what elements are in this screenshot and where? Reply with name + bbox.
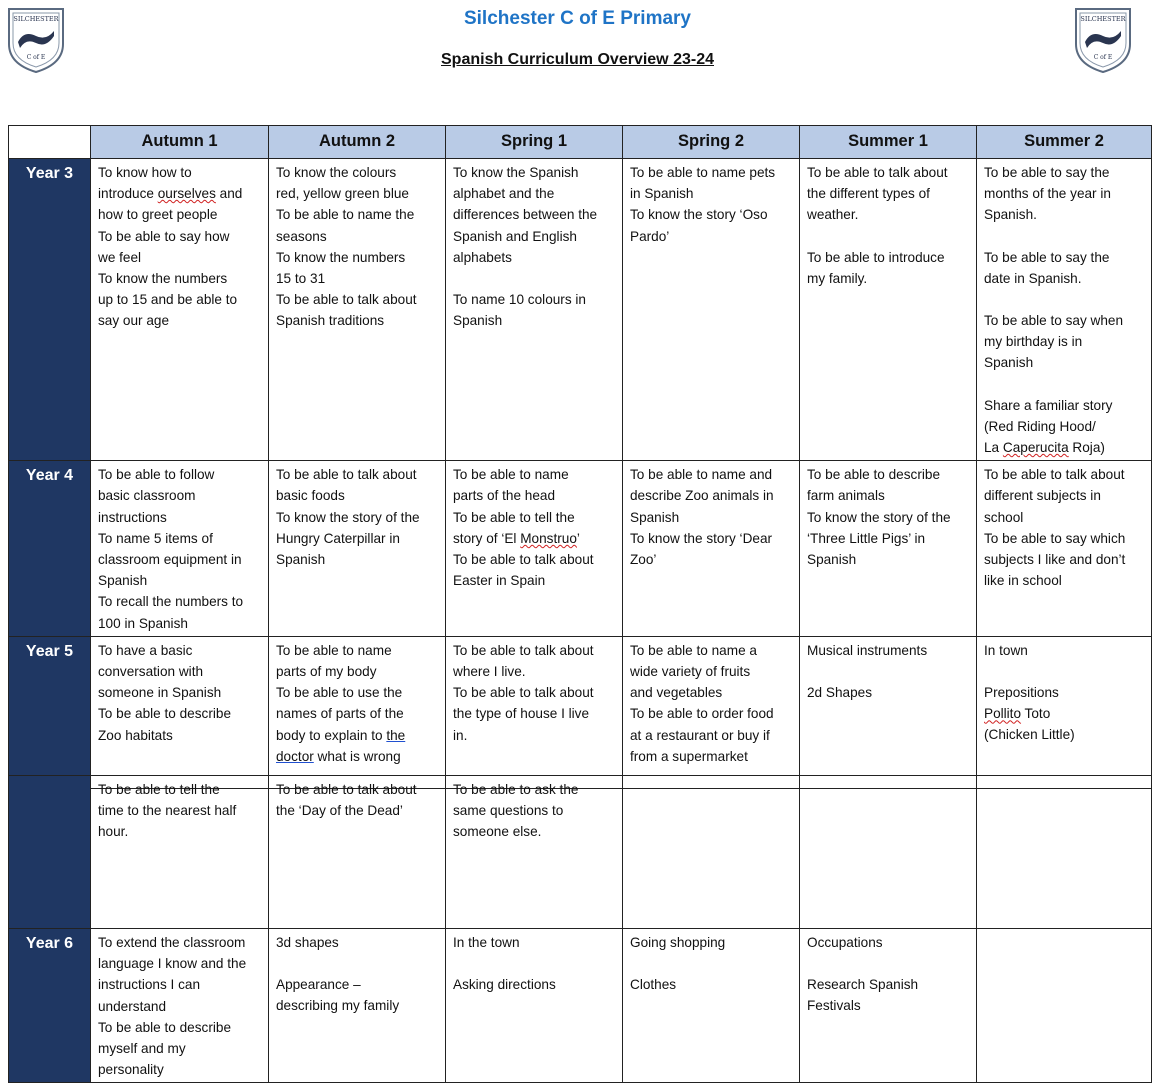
cell-line: Zoo’ <box>630 552 657 568</box>
cell-line: in Spanish <box>630 186 694 202</box>
cell-line: Spanish and English <box>453 228 577 244</box>
cell-line: Spanish <box>807 552 857 568</box>
cell-line: To be able to describe <box>98 1019 232 1035</box>
cell-line: instructions <box>98 509 167 525</box>
cell-line: like in school <box>984 573 1062 589</box>
cell-line: Spanish <box>98 573 148 589</box>
page-title: Silchester C of E Primary <box>463 8 692 29</box>
cell-line: In town <box>984 642 1028 658</box>
cell-spacer <box>453 268 616 289</box>
cell-line: Prepositions <box>984 685 1059 701</box>
cell-line: Clothes <box>630 977 677 993</box>
cell-line: To be able to talk about <box>453 642 594 658</box>
table-row <box>9 461 1152 637</box>
cell-line: Spanish <box>984 355 1034 371</box>
cell-spacer <box>984 374 1145 395</box>
cell-line: Pollito Toto <box>984 706 1051 722</box>
corner-cell <box>9 126 91 159</box>
cell-line: where I live. <box>453 664 526 680</box>
curriculum-cell <box>91 776 269 929</box>
cell-line: Spanish <box>453 313 503 329</box>
cell-line: Spanish <box>630 509 680 525</box>
curriculum-cell <box>623 159 800 461</box>
cell-line: To know how to <box>98 165 192 180</box>
column-header: Summer 1 <box>800 126 977 159</box>
cell-line: To be able to tell the <box>453 509 575 525</box>
cell-spacer <box>276 953 439 974</box>
cell-line: To know the numbers <box>276 249 406 265</box>
cell-line: someone in Spanish <box>98 685 222 701</box>
cell-spacer <box>453 953 616 974</box>
cell-line: To be able to say when <box>984 313 1124 329</box>
cell-line: Zoo habitats <box>98 727 173 743</box>
curriculum-cell <box>977 636 1152 788</box>
year-label <box>9 776 91 929</box>
cell-line: Research Spanish <box>807 977 919 993</box>
curriculum-cell <box>977 159 1152 461</box>
cell-line: instructions I can <box>98 977 200 993</box>
cell-spacer <box>984 661 1145 682</box>
cell-line: To know the colours <box>276 165 397 180</box>
cell-line: To be able to say the <box>984 249 1110 265</box>
cell-line: conversation with <box>98 664 204 680</box>
cell-line: To name 10 colours in <box>453 292 586 308</box>
cell-line: parts of the head <box>453 488 556 504</box>
cell-line: Easter in Spain <box>453 573 546 589</box>
cell-line: describing my family <box>276 998 400 1014</box>
svg-text:SILCHESTER: SILCHESTER <box>1080 15 1126 23</box>
column-header: Summer 2 <box>977 126 1152 159</box>
cell-line: To be able to talk about <box>276 292 417 308</box>
cell-line: parts of my body <box>276 664 377 680</box>
cell-line: To be able to describe <box>98 706 232 722</box>
cell-line: To be able to name the <box>276 207 415 223</box>
column-header: Spring 1 <box>446 126 623 159</box>
curriculum-table <box>8 125 1152 789</box>
table-row <box>9 776 1152 929</box>
column-header: Autumn 1 <box>91 126 269 159</box>
curriculum-cell <box>800 636 977 788</box>
cell-line: To be able to name <box>276 642 392 658</box>
cell-line: (Chicken Little) <box>984 727 1075 743</box>
cell-line: To be able to use the <box>276 685 403 701</box>
cell-line: La Caperucita Roja) <box>984 440 1105 456</box>
cell-line: Spanish. <box>984 207 1037 223</box>
cell-line: To be able to name <box>453 467 569 483</box>
cell-line: To be able to talk about <box>276 782 417 797</box>
curriculum-cell <box>269 159 446 461</box>
curriculum-cell <box>800 159 977 461</box>
cell-line: To be able to say which <box>984 530 1126 546</box>
cell-line: introduce ourselves and <box>98 186 243 202</box>
cell-line: classroom equipment in <box>98 552 242 568</box>
cell-line: To be able to talk about <box>453 552 594 568</box>
subtitle-text: Spanish Curriculum Overview 23-24 <box>441 51 714 68</box>
cell-line: red, yellow green blue <box>276 186 409 202</box>
cell-line: To be able to name pets <box>630 165 776 180</box>
cell-line: To be able to talk about <box>276 467 417 483</box>
cell-line: 2d Shapes <box>807 685 873 701</box>
cell-line: To know the story of the <box>276 509 420 525</box>
cell-line: Spanish traditions <box>276 313 385 329</box>
cell-line: and vegetables <box>630 685 723 701</box>
cell-line: same questions to <box>453 803 564 819</box>
cell-line: Share a familiar story <box>984 397 1113 413</box>
cell-line: myself and my <box>98 1041 186 1057</box>
curriculum-cell <box>446 636 623 788</box>
cell-line: from a supermarket <box>630 748 748 764</box>
column-header: Autumn 2 <box>269 126 446 159</box>
curriculum-cell <box>623 776 800 929</box>
cell-line: To know the story ‘Oso <box>630 207 768 223</box>
curriculum-cell <box>446 159 623 461</box>
cell-line: To be able to talk about <box>984 467 1125 483</box>
cell-line: (Red Riding Hood/ <box>984 418 1096 434</box>
cell-line: To recall the numbers to <box>98 594 244 610</box>
cell-line: To be able to order food <box>630 706 774 722</box>
curriculum-cell <box>623 461 800 637</box>
cell-line: To know the story of the <box>807 509 951 525</box>
curriculum-cell <box>269 636 446 788</box>
cell-line: the different types of <box>807 186 930 202</box>
cell-line: alphabets <box>453 249 512 265</box>
cell-line: Appearance – <box>276 977 361 993</box>
curriculum-cell <box>977 461 1152 637</box>
svg-text:SILCHESTER: SILCHESTER <box>13 15 59 23</box>
header-row <box>9 126 1152 159</box>
cell-line: personality <box>98 1062 164 1078</box>
cell-spacer <box>807 953 970 974</box>
cell-line: basic classroom <box>98 488 196 504</box>
cell-line: months of the year in <box>984 186 1111 202</box>
cell-line: Asking directions <box>453 977 556 993</box>
cell-line: someone else. <box>453 824 542 840</box>
cell-line: To be able to talk about <box>453 685 594 701</box>
curriculum-cell <box>977 929 1152 1083</box>
cell-line: language I know and the <box>98 956 247 972</box>
cell-line: hour. <box>98 824 129 840</box>
cell-line: To extend the classroom <box>98 935 246 950</box>
curriculum-cell <box>91 461 269 637</box>
cell-line: 15 to 31 <box>276 271 326 287</box>
cell-line: To know the Spanish <box>453 165 579 180</box>
curriculum-cell <box>91 159 269 461</box>
curriculum-cell <box>623 636 800 788</box>
cell-line: To be able to say the <box>984 165 1110 180</box>
year-label: Year 5 <box>9 636 91 788</box>
cell-line: To be able to introduce <box>807 249 945 265</box>
curriculum-table-continued <box>8 775 1152 1083</box>
cell-line: date in Spanish. <box>984 270 1082 286</box>
cell-line: weather. <box>807 207 859 223</box>
curriculum-cell <box>446 461 623 637</box>
year-label: Year 3 <box>9 159 91 461</box>
cell-line: ‘Three Little Pigs’ in <box>807 530 926 546</box>
cell-line: wide variety of fruits <box>630 664 751 680</box>
cell-line: Pardo’ <box>630 228 670 244</box>
cell-line: story of ‘El Monstruo’ <box>453 530 580 546</box>
cell-line: To be able to ask the <box>453 782 579 797</box>
curriculum-cell <box>800 461 977 637</box>
cell-line: alphabet and the <box>453 186 555 202</box>
cell-line: To know the story ‘Dear <box>630 530 773 546</box>
cell-spacer <box>630 953 793 974</box>
cell-line: Going shopping <box>630 935 726 950</box>
year-label: Year 4 <box>9 461 91 637</box>
cell-line: my family. <box>807 270 868 286</box>
cell-line: we feel <box>98 249 142 265</box>
curriculum-cell <box>269 461 446 637</box>
curriculum-cell <box>800 776 977 929</box>
table-row <box>9 636 1152 788</box>
svg-text:C of E: C of E <box>1093 54 1113 61</box>
cell-line: different subjects in <box>984 488 1101 504</box>
cell-line: 100 in Spanish <box>98 615 188 631</box>
cell-line: time to the nearest half <box>98 803 237 819</box>
cell-spacer <box>984 226 1145 247</box>
cell-line: To be able to describe <box>807 467 941 483</box>
column-header: Spring 2 <box>623 126 800 159</box>
cell-line: the ‘Day of the Dead’ <box>276 803 403 819</box>
cell-line: To be able to talk about <box>807 165 948 180</box>
cell-line: To be able to follow <box>98 467 215 483</box>
cell-line: in. <box>453 727 468 743</box>
year-label: Year 6 <box>9 929 91 1083</box>
cell-line: doctor what is wrong <box>276 748 401 764</box>
cell-line: understand <box>98 998 167 1014</box>
cell-line: school <box>984 509 1024 525</box>
table-row <box>9 929 1152 1083</box>
cell-line: seasons <box>276 228 327 244</box>
cell-line: at a restaurant or buy if <box>630 727 770 743</box>
curriculum-cell <box>91 636 269 788</box>
svg-text:C of E: C of E <box>26 54 46 61</box>
cell-line: farm animals <box>807 488 885 504</box>
curriculum-cell <box>977 776 1152 929</box>
cell-line: names of parts of the <box>276 706 404 722</box>
cell-line: Festivals <box>807 998 861 1014</box>
cell-line: my birthday is in <box>984 334 1083 350</box>
cell-line: 3d shapes <box>276 935 339 950</box>
cell-line: describe Zoo animals in <box>630 488 774 504</box>
curriculum-cell <box>269 929 446 1083</box>
cell-line: how to greet people <box>98 207 218 223</box>
cell-line: up to 15 and be able to <box>98 292 238 308</box>
page-subtitle <box>0 51 1155 69</box>
table-row <box>9 159 1152 461</box>
curriculum-cell <box>269 776 446 929</box>
cell-line: To know the numbers <box>98 271 228 287</box>
curriculum-cell <box>446 929 623 1083</box>
cell-line: basic foods <box>276 488 345 504</box>
cell-line: To name 5 items of <box>98 530 213 546</box>
cell-line: Spanish <box>276 552 326 568</box>
cell-line: Musical instruments <box>807 642 928 658</box>
cell-line: body to explain to the <box>276 727 406 743</box>
cell-spacer <box>807 661 970 682</box>
cell-line: Hungry Caterpillar in <box>276 530 400 546</box>
cell-spacer <box>984 289 1145 310</box>
cell-line: To have a basic <box>98 642 193 658</box>
curriculum-cell <box>91 929 269 1083</box>
cell-line: differences between the <box>453 207 598 223</box>
curriculum-cell <box>800 929 977 1083</box>
curriculum-cell <box>446 776 623 929</box>
cell-spacer <box>807 226 970 247</box>
curriculum-cell <box>623 929 800 1083</box>
cell-line: To be able to tell the <box>98 782 220 797</box>
cell-line: To be able to name and <box>630 467 773 483</box>
cell-line: To be able to say how <box>98 228 230 244</box>
cell-line: In the town <box>453 935 520 950</box>
cell-line: To be able to name a <box>630 642 757 658</box>
cell-line: Occupations <box>807 935 883 950</box>
cell-line: the type of house I live <box>453 706 590 722</box>
cell-line: subjects I like and don’t <box>984 552 1126 568</box>
cell-line: say our age <box>98 313 170 329</box>
